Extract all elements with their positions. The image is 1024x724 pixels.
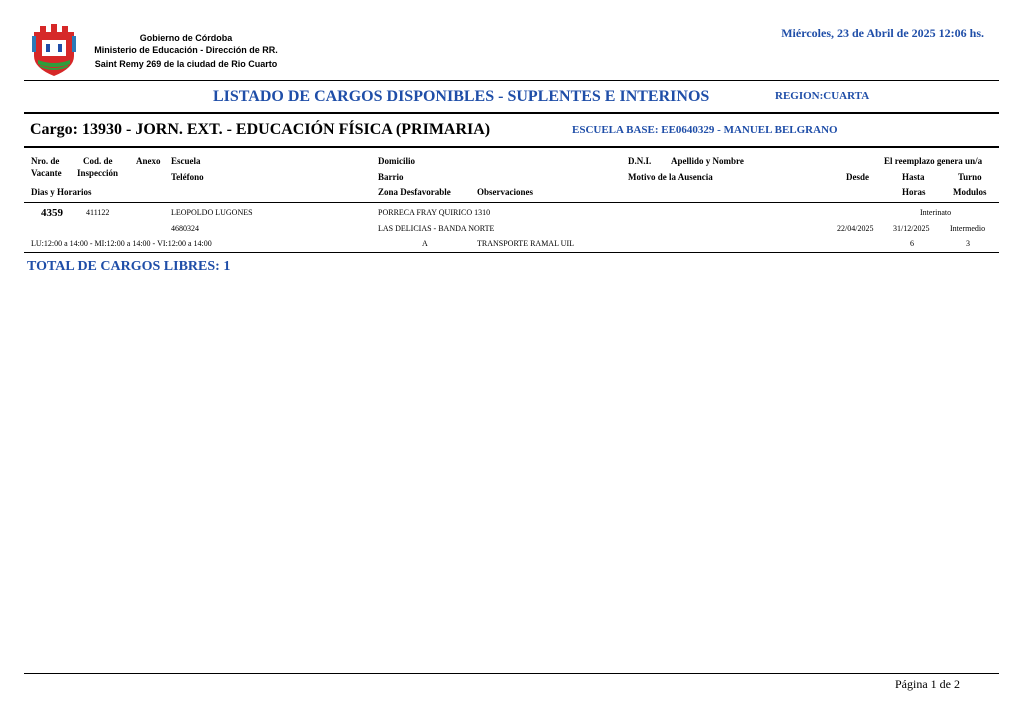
org-name: Gobierno de Córdoba: [139, 33, 233, 43]
row-horas: 6: [910, 239, 914, 248]
col-modulos: Modulos: [953, 187, 987, 197]
row-vacante: 4359: [41, 207, 63, 219]
col-inspeccion: Inspección: [77, 168, 119, 178]
row-tipo: Interinato: [920, 208, 952, 217]
cordoba-coat-of-arms-logo: [26, 22, 82, 78]
col-domicilio: Domicilio: [378, 156, 415, 166]
col-dias-horarios: Dias y Horarios: [31, 187, 92, 197]
footer-divider: [24, 673, 999, 674]
col-horas: Horas: [902, 187, 926, 197]
row-domicilio: PORRECA FRAY QUIRICO 1310: [378, 208, 491, 217]
col-apellido-nombre: Apellido y Nombre: [671, 156, 744, 166]
header-row-divider: [24, 202, 999, 203]
col-cod-de: Cod. de: [83, 156, 113, 166]
page-number: Página 1 de 2: [895, 677, 960, 691]
row-zona: A: [422, 239, 428, 248]
col-motivo-ausencia: Motivo de la Ausencia: [628, 172, 713, 182]
row-telefono: 4680324: [171, 224, 199, 233]
col-reemplazo-genera: El reemplazo genera un/a: [884, 156, 983, 166]
header-divider: [24, 80, 999, 81]
row-divider: [24, 252, 999, 253]
col-barrio: Barrio: [378, 172, 404, 182]
col-escuela: Escuela: [171, 156, 201, 166]
report-title: LISTADO DE CARGOS DISPONIBLES - SUPLENTES E INTERINOS: [213, 88, 710, 105]
col-turno: Turno: [958, 172, 982, 182]
col-telefono: Teléfono: [171, 172, 204, 182]
row-inspeccion: 411122: [86, 208, 110, 217]
region-label: REGION:CUARTA: [775, 90, 870, 102]
row-hasta: 31/12/2025: [893, 224, 930, 233]
col-desde: Desde: [846, 172, 869, 182]
cargo-title: Cargo: 13930 - JORN. EXT. - EDUCACIÓN FÍSICA (PRIMARIA): [30, 121, 491, 138]
row-dias-horarios: LU:12:00 a 14:00 - MI:12:00 a 14:00 - VI:12:00 a 14:00: [31, 239, 212, 248]
escuela-base: ESCUELA BASE: EE0640329 - MANUEL BELGRANO: [572, 124, 838, 136]
col-hasta: Hasta: [902, 172, 925, 182]
row-barrio: LAS DELICIAS - BANDA NORTE: [378, 224, 495, 233]
col-dni: D.N.I.: [628, 156, 652, 166]
row-observaciones: TRANSPORTE RAMAL UIL: [477, 239, 575, 248]
total-cargos-libres: TOTAL DE CARGOS LIBRES: 1: [27, 259, 231, 274]
col-anexo: Anexo: [136, 156, 161, 166]
col-zona-desfavorable: Zona Desfavorable: [378, 187, 451, 197]
col-nro-de: Nro. de: [31, 156, 60, 166]
row-escuela: LEOPOLDO LUGONES: [171, 208, 253, 217]
org-address: Saint Remy 269 de la ciudad de Rio Cuarto: [94, 59, 278, 69]
col-vacante: Vacante: [31, 168, 62, 178]
title-divider: [24, 112, 999, 114]
report-datetime: Miércoles, 23 de Abril de 2025 12:06 hs.: [781, 26, 984, 40]
col-observaciones: Observaciones: [477, 187, 533, 197]
org-ministry: Ministerio de Educación - Dirección de RR.: [94, 45, 278, 55]
cargo-divider: [24, 146, 999, 148]
row-desde: 22/04/2025: [837, 224, 874, 233]
row-modulos: 3: [966, 239, 970, 248]
row-turno: Intermedio: [950, 224, 986, 233]
